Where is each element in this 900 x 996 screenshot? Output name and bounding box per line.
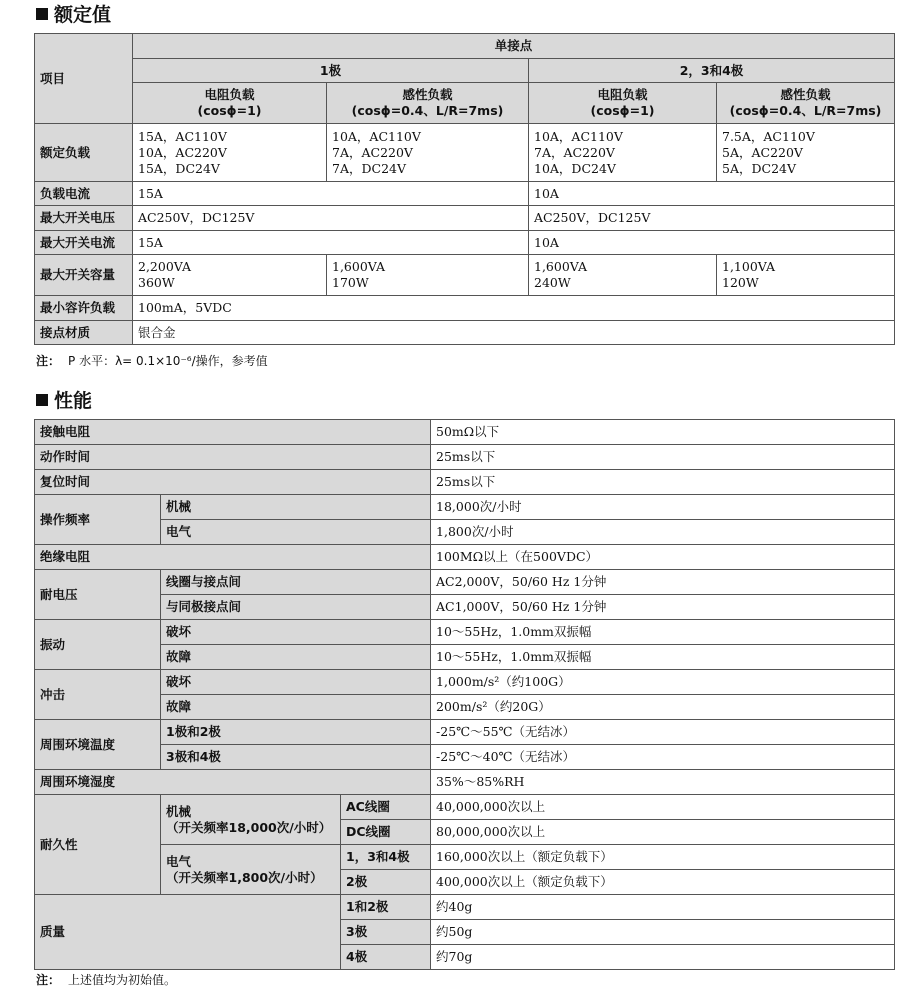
header-1-pole: 1极 [133, 59, 529, 83]
header-inductive-1: 感性负载 (cosϕ=0.4、L/R=7ms) [327, 83, 529, 124]
header-item: 项目 [35, 34, 133, 124]
row-label-max-current: 最大开关电流 [35, 231, 133, 255]
label-vibration-destruction: 破坏 [161, 620, 431, 645]
label-vibration-malfunction: 故障 [161, 645, 431, 670]
label-contact-resistance: 接触电阻 [35, 420, 431, 445]
rated-load-cell: 15A，AC110V 10A，AC220V 15A，DC24V [133, 124, 327, 182]
label-operating-frequency: 操作频率 [35, 495, 161, 545]
max-current-1-pole: 15A [133, 231, 529, 255]
label-2-pole: 2极 [341, 870, 431, 895]
value-insulation-resistance: 100MΩ以上（在500VDC） [431, 545, 895, 570]
value-op-freq-electrical: 1,800次/小时 [431, 520, 895, 545]
label-temp-3-4-pole: 3极和4极 [161, 745, 431, 770]
square-bullet-icon [36, 8, 48, 20]
label-shock: 冲击 [35, 670, 161, 720]
label-op-freq-electrical: 电气 [161, 520, 431, 545]
max-voltage-1-pole: AC250V，DC125V [133, 206, 529, 231]
label-mass-4-pole: 4极 [341, 945, 431, 970]
value-dielectric-same-pole: AC1,000V，50/60 Hz 1分钟 [431, 595, 895, 620]
max-voltage-2-3-4-pole: AC250V，DC125V [529, 206, 895, 231]
label-vibration: 振动 [35, 620, 161, 670]
value-shock-malfunction: 200m/s²（约20G） [431, 695, 895, 720]
value-contact-resistance: 50mΩ以下 [431, 420, 895, 445]
value-vibration-malfunction: 10～55Hz，1.0mm双振幅 [431, 645, 895, 670]
rated-load-cell: 10A，AC110V 7A，AC220V 10A，DC24V [529, 124, 717, 182]
performance-title: 性能 [36, 389, 92, 413]
value-dielectric-coil-contact: AC2,000V，50/60 Hz 1分钟 [431, 570, 895, 595]
value-ac-coil: 40,000,000次以上 [431, 795, 895, 820]
value-dc-coil: 80,000,000次以上 [431, 820, 895, 845]
value-ambient-humidity: 35%～85%RH [431, 770, 895, 795]
row-label-min-load: 最小容许负载 [35, 296, 133, 321]
max-current-2-3-4-pole: 10A [529, 231, 895, 255]
rated-note: 注： P 水平：λ= 0.1×10⁻⁶/操作，参考值 [36, 354, 268, 368]
rated-values-title: 额定值 [36, 3, 111, 27]
label-shock-destruction: 破坏 [161, 670, 431, 695]
value-vibration-destruction: 10～55Hz，1.0mm双振幅 [431, 620, 895, 645]
label-ac-coil: AC线圈 [341, 795, 431, 820]
value-temp-3-4-pole: -25℃～40℃（无结冰） [431, 745, 895, 770]
header-2-3-4-pole: 2，3和4极 [529, 59, 895, 83]
rated-load-cell: 7.5A，AC110V 5A，AC220V 5A，DC24V [717, 124, 895, 182]
value-reset-time: 25ms以下 [431, 470, 895, 495]
value-temp-1-2-pole: -25℃～55℃（无结冰） [431, 720, 895, 745]
square-bullet-icon [36, 394, 48, 406]
label-dielectric-coil-contact: 线圈与接点间 [161, 570, 431, 595]
label-endurance: 耐久性 [35, 795, 161, 895]
label-temp-1-2-pole: 1极和2极 [161, 720, 431, 745]
capacity-cell: 1,100VA 120W [717, 255, 895, 296]
label-dielectric-same-pole: 与同极接点间 [161, 595, 431, 620]
value-mass-1-2-pole: 约40g [431, 895, 895, 920]
header-inductive-2: 感性负载 (cosϕ=0.4、L/R=7ms) [717, 83, 895, 124]
label-endurance-electrical: 电气 （开关频率1,800次/小时） [161, 845, 341, 895]
label-op-freq-mechanical: 机械 [161, 495, 431, 520]
min-load-value: 100mA，5VDC [133, 296, 895, 321]
label-shock-malfunction: 故障 [161, 695, 431, 720]
label-dielectric-strength: 耐电压 [35, 570, 161, 620]
label-reset-time: 复位时间 [35, 470, 431, 495]
label-mass-3-pole: 3极 [341, 920, 431, 945]
value-shock-destruction: 1,000m/s²（约100G） [431, 670, 895, 695]
label-dc-coil: DC线圈 [341, 820, 431, 845]
performance-table [34, 419, 895, 970]
label-insulation-resistance: 绝缘电阻 [35, 545, 431, 570]
label-mass-1-2-pole: 1和2极 [341, 895, 431, 920]
performance-note: 注： 上述值均为初始值。 [36, 973, 177, 987]
row-label-max-voltage: 最大开关电压 [35, 206, 133, 231]
row-label-contact-material: 接点材质 [35, 321, 133, 345]
label-operate-time: 动作时间 [35, 445, 431, 470]
contact-material-value: 银合金 [133, 321, 895, 345]
label-mass: 质量 [35, 895, 341, 970]
label-endurance-mechanical: 机械 （开关频率18,000次/小时） [161, 795, 341, 845]
header-resistive-2: 电阻负载 (cosϕ=1) [529, 83, 717, 124]
header-single-contact: 单接点 [133, 34, 895, 59]
label-1-3-4-pole: 1，3和4极 [341, 845, 431, 870]
value-mass-4-pole: 约70g [431, 945, 895, 970]
value-operate-time: 25ms以下 [431, 445, 895, 470]
load-current-1-pole: 15A [133, 182, 529, 206]
capacity-cell: 2,200VA 360W [133, 255, 327, 296]
label-ambient-temperature: 周围环境温度 [35, 720, 161, 770]
rated-values-table [34, 33, 895, 345]
load-current-2-3-4-pole: 10A [529, 182, 895, 206]
row-label-load-current: 负载电流 [35, 182, 133, 206]
header-resistive-1: 电阻负载 (cosϕ=1) [133, 83, 327, 124]
value-mass-3-pole: 约50g [431, 920, 895, 945]
capacity-cell: 1,600VA 240W [529, 255, 717, 296]
value-op-freq-mechanical: 18,000次/小时 [431, 495, 895, 520]
label-ambient-humidity: 周围环境湿度 [35, 770, 431, 795]
value-1-3-4-pole: 160,000次以上（额定负载下） [431, 845, 895, 870]
row-label-rated-load: 额定负载 [35, 124, 133, 182]
rated-load-cell: 10A，AC110V 7A，AC220V 7A，DC24V [327, 124, 529, 182]
capacity-cell: 1,600VA 170W [327, 255, 529, 296]
row-label-max-capacity: 最大开关容量 [35, 255, 133, 296]
value-2-pole: 400,000次以上（额定负载下） [431, 870, 895, 895]
